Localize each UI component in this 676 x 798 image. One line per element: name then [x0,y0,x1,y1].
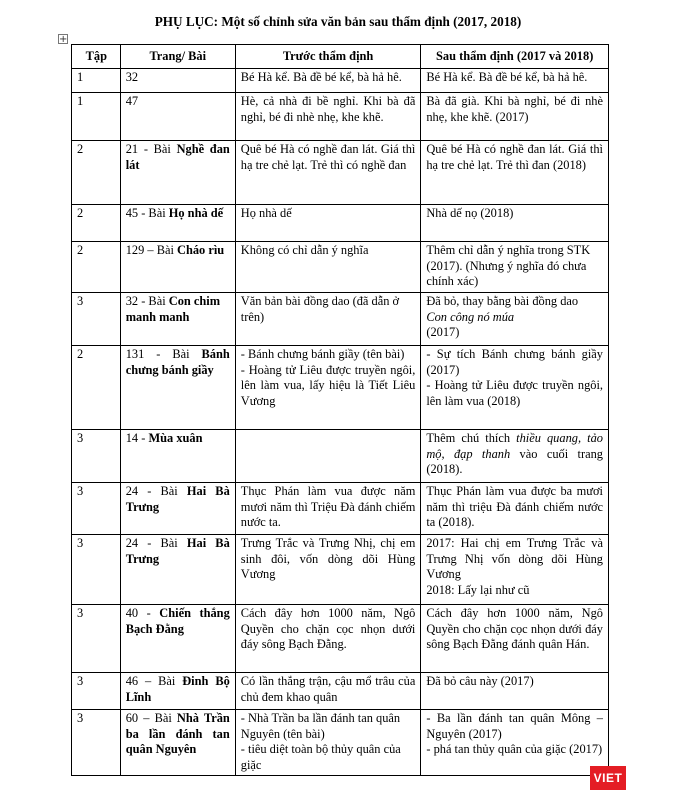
lesson-title: Đinh Bộ Lĩnh [125,674,230,704]
page-text: 21 - Bài [125,142,177,156]
after-line: 2017: Hai chị em Trưng Trắc và Trưng Nhị vốn dòng dõi Hùng Vương [426,536,603,582]
after-pre: Thêm chú thích [426,431,517,445]
cell-before [235,242,421,293]
table-row [72,710,609,776]
cell-after [421,535,609,605]
table-row [72,430,609,483]
before-line: - tiêu diệt toàn bộ thủy quân của giặc [240,742,401,772]
cell-after [421,242,609,293]
cell-after [421,141,609,205]
cell-before [235,141,421,205]
cell-tap: 1 [72,93,121,141]
lesson-title: Nhà Trần ba lần đánh tan quân Nguyên [125,711,230,757]
before-line: - Bánh chưng bánh giầy (tên bài) [240,347,405,361]
before-line: Hè, cả nhà đi bề nghỉ. Khi bà đã nghỉ, bé đi nhè nhẹ, khe khẽ. [240,94,416,124]
cell-tap: 3 [72,605,121,673]
header-tap: Tập [72,45,121,69]
cell-tap: 2 [72,141,121,205]
after-line: Thêm chỉ dẫn ý nghĩa trong STK (2017). (Nhưng ý nghĩa đó chưa chính xác) [426,243,591,289]
cell-after [421,346,609,430]
cell-after [421,710,609,776]
cell-before [235,293,421,346]
cell-tap: 3 [72,483,121,535]
lesson-title: Mùa xuân [148,431,203,445]
table-row [72,293,609,346]
table-row [72,483,609,535]
table-row [72,605,609,673]
after-line: Bà đã già. Khi bà nghỉ, bé đi nhè nhẹ, khe khẽ. (2017) [426,94,603,124]
page-title: PHỤ LỤC: Một số chỉnh sửa văn bản sau thẩm định (2017, 2018) [154,14,522,29]
after-line: - Sự tích Bánh chưng bánh giầy (2017) [426,347,603,377]
lesson-title: Hai Bà Trưng [125,484,230,514]
table-header-row [72,45,609,69]
before-line: Họ nhà dế [240,206,292,220]
before-line: - Hoàng tử Liêu được truyền ngôi, lên làm vua, lấy hiệu là Tiết Liêu Vương [240,362,416,408]
cell-after [421,673,609,710]
page-text: 47 [125,94,139,108]
before-line: Văn bản bài đồng dao (đã dẫn ở trên) [240,294,400,324]
cell-after [421,605,609,673]
cell-before [235,93,421,141]
before-line: Có lần thắng trận, cậu mổ trâu của chủ đem khao quân [240,674,416,704]
cell-page [120,430,235,483]
cell-page [120,141,235,205]
after-line: - Hoàng tử Liêu được truyền ngôi, lên làm vua (2018) [426,378,603,408]
after-line: Cách đây hơn 1000 năm, Ngô Quyền cho chặn cọc nhọn dưới đáy sông Bạch Đằng đánh quân Hán. [426,606,603,652]
header-after: Sau thẩm định (2017 và 2018) [421,45,609,69]
table-row [72,93,609,141]
cell-after [421,293,609,346]
cell-page [120,346,235,430]
cell-tap: 1 [72,69,121,93]
cell-before [235,673,421,710]
table-move-handle-icon[interactable]: + [59,34,68,45]
before-line: Cách đây hơn 1000 năm, Ngô Quyền cho chặn cọc nhọn dưới đáy sông Bạch Đằng. [240,606,416,652]
table-row [72,535,609,605]
cell-before [235,430,421,483]
table-row [72,346,609,430]
cell-after [421,205,609,242]
after-line: - phá tan thủy quân của giặc (2017) [426,742,603,757]
cell-page [120,673,235,710]
cell-before [235,710,421,776]
page-text: 32 - Bài [125,294,169,308]
table-row [72,141,609,205]
page-text: 46 – Bài [125,674,183,688]
cell-tap: 3 [72,710,121,776]
before-line: - Nhà Trần ba lần đánh tan quân Nguyên (tên bài) [240,711,401,741]
cell-page [120,483,235,535]
cell-page [120,535,235,605]
after-line: Đã bỏ câu này (2017) [426,674,534,688]
after-line: Đã bỏ, thay bằng bài đồng dao [426,294,579,308]
table-row [72,205,609,242]
cell-tap: 3 [72,673,121,710]
after-italic-terms: thiều quang, tảo mộ, đạp thanh [426,431,603,461]
cell-after [421,69,609,93]
page-text: 60 – Bài [125,711,177,725]
lesson-title: Nghề đan lát [125,142,230,172]
page-text: 24 - Bài [125,484,187,498]
cell-tap: 2 [72,205,121,242]
cell-page [120,93,235,141]
cell-tap: 3 [72,430,121,483]
cell-page [120,69,235,93]
cell-before [235,605,421,673]
lesson-title: Chiến thắng Bạch Đằng [125,606,230,636]
table-row [72,69,609,93]
cell-after [421,483,609,535]
cell-page [120,205,235,242]
appendix-table [71,44,609,776]
cell-tap: 2 [72,346,121,430]
cell-before [235,69,421,93]
before-line: Bé Hà kể. Bà đề bé kể, bà hả hê. [240,70,402,84]
after-tail-line: (2017) [426,325,460,340]
lesson-title: Bánh chưng bánh giầy [125,347,230,377]
after-line: 2018: Lấy lại như cũ [426,582,530,597]
table-row [72,673,609,710]
viet-logo: VIET [590,766,626,790]
page-text: 24 - Bài [125,536,187,550]
cell-page [120,242,235,293]
after-line: Nhà dế nọ (2018) [426,206,514,220]
before-line: Trưng Trắc và Trưng Nhị, chị em sinh đôi, vốn dòng dõi Hùng Vương [240,536,416,582]
after-post: vào cuối trang (2018). [426,446,603,477]
cell-page [120,293,235,346]
cell-tap: 3 [72,535,121,605]
cell-tap: 3 [72,293,121,346]
lesson-title: Hai Bà Trưng [125,536,230,566]
cell-before [235,535,421,605]
lesson-title: Cháo rìu [177,243,225,257]
cell-tap: 2 [72,242,121,293]
page-text: 45 - Bài [125,206,169,220]
page-text: 129 – Bài [125,243,177,257]
after-line: Quê bé Hà có nghề đan lát. Giá thì hạ tre chẻ lạt. Trẻ thì đan (2018) [426,142,603,172]
before-line: Quê bé Hà có nghề đan lát. Giá thì hạ tre chẻ lạt. Trẻ thì có nghề đan [240,142,416,172]
before-line: Không có chỉ dẫn ý nghĩa [240,243,369,257]
cell-page [120,605,235,673]
page-text: 131 - Bài [125,347,202,361]
after-line: Bé Hà kể. Bà đề bé kể, bà hả hê. [426,70,588,84]
lesson-title: Con chim manh manh [125,294,221,324]
page-text: 14 - [125,431,149,445]
lesson-title: Họ nhà dế [168,206,224,220]
after-italic-line: Con công nó múa [426,309,515,324]
page-text: 40 - [125,606,160,620]
after-line: Thục Phán làm vua được ba mươi năm thì triệu Đà đánh chiếm nước ta (2018). [426,484,603,530]
cell-before [235,205,421,242]
page-text: 32 [125,70,139,84]
cell-page [120,710,235,776]
table-row [72,242,609,293]
header-page: Trang/ Bài [120,45,235,69]
after-line: - Ba lần đánh tan quân Mông – Nguyên (2017) [426,711,603,741]
before-line: Thục Phán làm vua được năm mươi năm thì Triệu Đà đánh chiếm nước ta. [240,484,416,530]
cell-after [421,93,609,141]
cell-before [235,483,421,535]
cell-after [421,430,609,483]
cell-before [235,346,421,430]
header-before: Trước thẩm định [235,45,421,69]
